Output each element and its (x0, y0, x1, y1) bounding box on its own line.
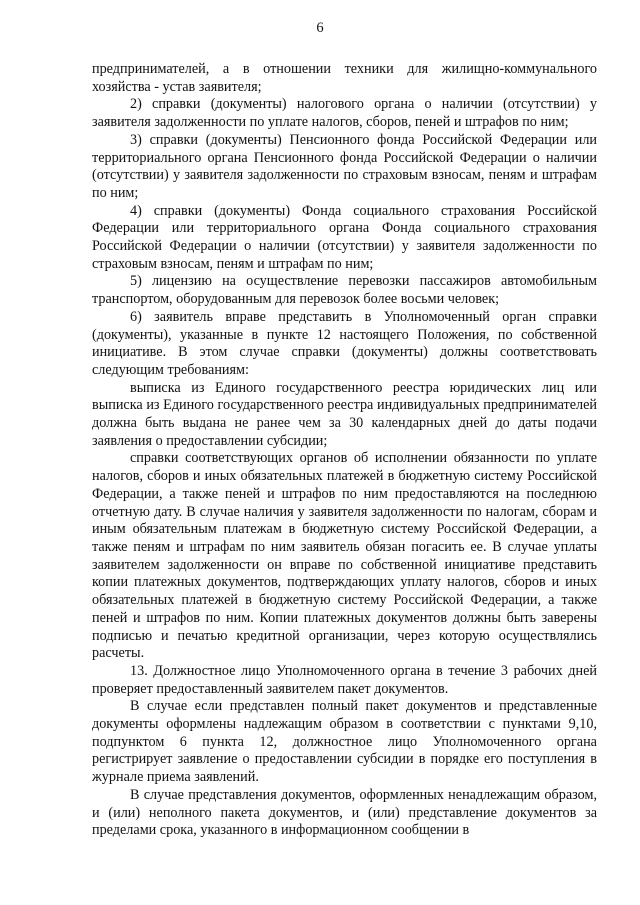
paragraph-item-6: 6) заявитель вправе представить в Уполномоченный орган справки (документы), указанные в пункте 12 настоящего Положения, по собственной инициативе. В этом случае справки (документы) должны соответствовать следующим требованиям: (92, 308, 597, 378)
page-number: 6 (316, 20, 324, 36)
paragraph-improper-documents: В случае представления документов, оформленных ненадлежащим образом, и (или) неполного пакета документов, и (или) представление документов за пределами срока, указанного в информационном сообщении в (92, 786, 597, 839)
paragraph-certificates-requirement: справки соответствующих органов об исполнении обязанности по уплате налогов, сборов и иных обязательных платежей в бюджетную систему Российской Федерации, а также пеней и штрафов по ним предоставляются на последнюю отчетную дату. В случае наличия у заявителя задолженности по налогам, сборам и иным обязательным платежам в бюджетную систему Российской Федерации, а также пеням и штрафам по ним заявитель обязан погасить ее. В случае уплаты заявителем задолженности он вправе по собственной инициативе представить копии платежных документов, подтверждающих уплату налогов, сборов и иных обязательных платежей в бюджетную систему Российской Федерации, а также пеней и штрафов по ним. Копии платежных документов должны быть заверены подписью и печатью кредитной организации, через которую осуществлялись расчеты. (92, 450, 597, 662)
paragraph-item-2: 2) справки (документы) налогового органа о наличии (отсутствии) у заявителя задолженности по уплате налогов, сборов, пеней и штрафов по ним; (92, 96, 597, 131)
paragraph-item-4: 4) справки (документы) Фонда социального страхования Российской Федерации или территориального органа Фонда социального страхования Российской Федерации о наличии (отсутствии) у заявителя задолженности по страховым взносам, пеням и штрафам по ним; (92, 202, 597, 272)
paragraph-item-3: 3) справки (документы) Пенсионного фонда Российской Федерации или территориального органа Пенсионного фонда Российской Федерации о наличии (отсутствии) у заявителя задолженности по страховым взносам, пеням и штрафам по ним; (92, 131, 597, 201)
paragraph-item-5: 5) лицензию на осуществление перевозки пассажиров автомобильным транспортом, оборудованным для перевозок более восьми человек; (92, 273, 597, 308)
paragraph-1-continuation: предпринимателей, а в отношении техники для жилищно-коммунального хозяйства - устав заявителя; (92, 61, 597, 95)
paragraph-section-13: 13. Должностное лицо Уполномоченного органа в течение 3 рабочих дней проверяет предоставленный заявителем пакет документов. (92, 662, 597, 697)
paragraph-complete-package: В случае если представлен полный пакет документов и представленные документы оформлены надлежащим образом в соответствии с пунктами 9,10, подпунктом 6 пункта 12, должностное лицо Уполномоченного органа регистрирует заявление о предоставлении субсидии в порядке его поступления в журнале приема заявлений. (92, 698, 597, 786)
paragraph-extract-requirement: выписка из Единого государственного реестра юридических лиц или выписка из Единого государственного реестра индивидуальных предпринимателей должна быть выдана не ранее чем за 30 календарных дней до даты подачи заявления о предоставлении субсидии; (92, 379, 597, 449)
document-body (92, 61, 597, 840)
